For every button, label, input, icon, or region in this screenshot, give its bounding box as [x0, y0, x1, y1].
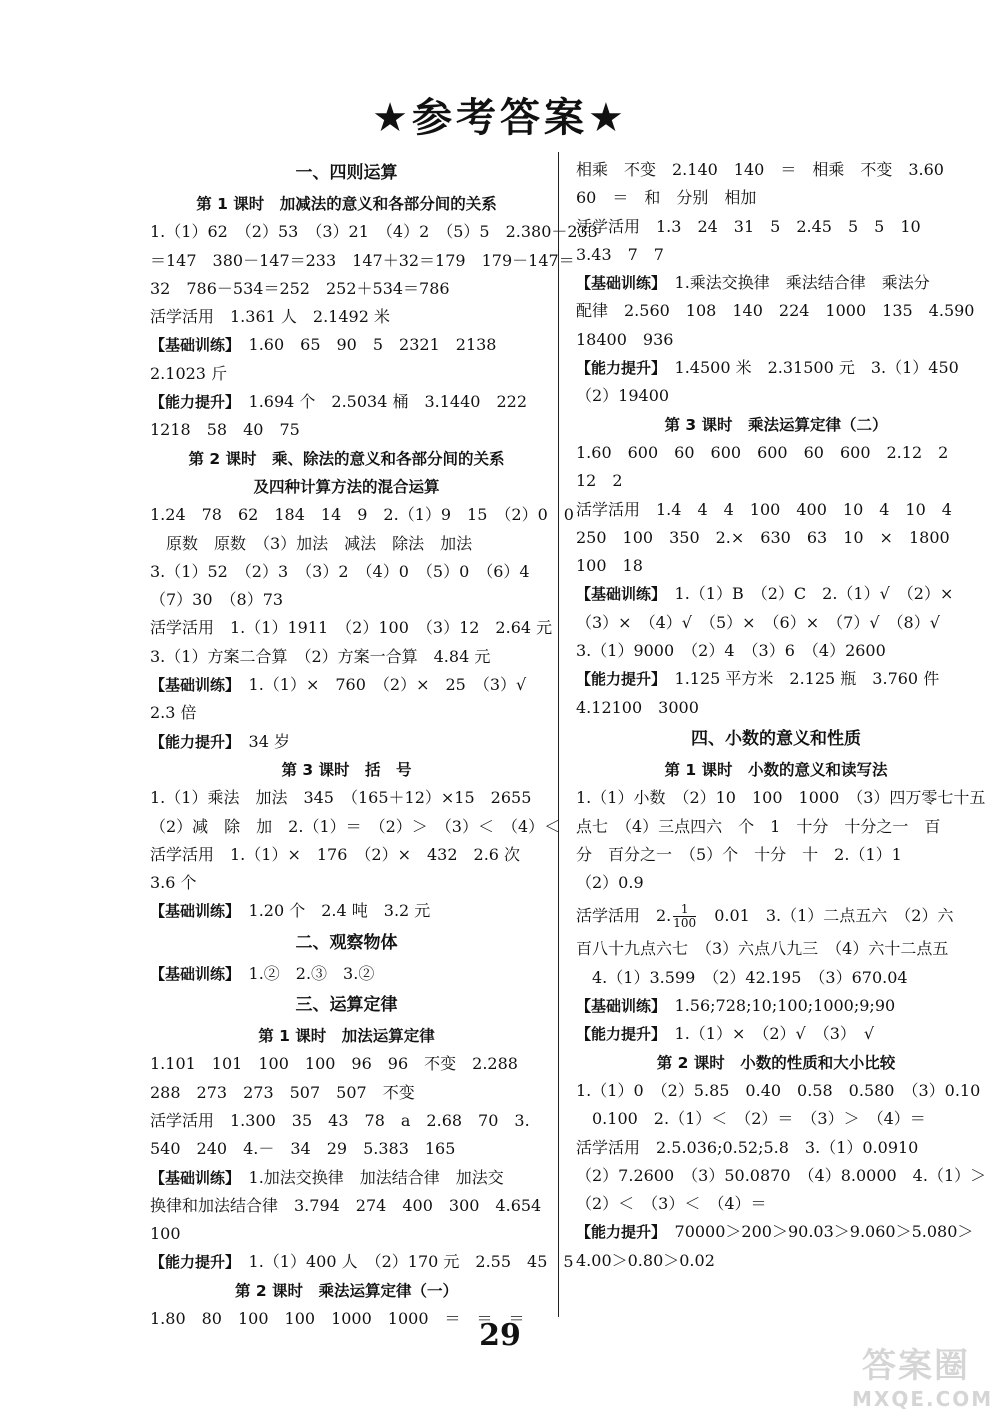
tag-ability-improve: 【能力提升】 — [150, 1253, 233, 1272]
answer-line — [576, 665, 976, 693]
answer-line: 百八十九点六七 （3）六点八九三 （4）六十二点五 — [576, 939, 949, 959]
answer-text: 70000＞200＞90.03＞9.060＞5.080＞ — [658, 1222, 974, 1242]
tag-ability-improve: 【能力提升】 — [150, 393, 233, 412]
answer-line — [150, 1248, 574, 1276]
answer-line — [576, 897, 976, 935]
answer-line: 1.24 78 62 184 14 9 2.（1）9 15 （2）0 0 — [150, 505, 574, 525]
answer-line — [150, 728, 543, 756]
answer-line — [576, 269, 976, 297]
answer-line: （2）减 除 加 2.（1）＝ （2）＞ （3）＜ （4）＜ — [150, 816, 561, 836]
answer-line: 100 — [150, 1224, 181, 1244]
watermark-logo — [852, 1338, 994, 1416]
answer-text: 0.01 3.（1）二点五六 （2）六 — [698, 906, 954, 926]
answer-text: 活学活用 2. — [576, 906, 672, 926]
answer-line: （7）30 （8）73 — [150, 590, 284, 610]
section-heading: 一、四则运算 — [295, 163, 398, 183]
tag-ability-improve: 【能力提升】 — [576, 1025, 659, 1044]
answer-line: 1.（1）乘法 加法 345 （165＋12）×15 2655 — [150, 788, 532, 808]
answer-text: 1.（1）B （2）C 2.（1）√ （2）× — [658, 584, 954, 604]
tag-basic-training: 【基础训练】 — [150, 964, 233, 983]
answer-line: 18400 936 — [576, 329, 674, 349]
answer-line: （2）＜ （3）＜ （4）＝ — [576, 1194, 767, 1214]
tag-basic-training: 【基础训练】 — [150, 336, 233, 355]
tag-basic-training: 【基础训练】 — [150, 1168, 233, 1187]
answer-line — [576, 1020, 976, 1048]
answer-text: 1.4500 米 2.31500 元 3.（1）450 — [658, 358, 959, 378]
answer-line: 配律 2.560 108 140 224 1000 135 4.590 — [576, 301, 975, 321]
column-divider — [558, 152, 559, 1317]
answer-text: 1.② 2.③ 3.② — [232, 963, 375, 983]
answer-line — [150, 671, 543, 699]
answer-line: 活学活用 2.5.036;0.52;5.8 3.（1）0.0910 — [576, 1137, 919, 1157]
fraction-denominator: 100 — [673, 916, 697, 931]
answer-line: 1.101 101 100 100 96 96 不变 2.288 — [150, 1054, 518, 1074]
answer-line: 3.（1）方案二合算 （2）方案一合算 4.84 元 — [150, 646, 491, 666]
fraction — [673, 903, 696, 930]
lesson-heading: 第 1 课时 加减法的意义和各部分间的关系 — [196, 195, 497, 213]
answer-line: （2）0.9 — [576, 873, 644, 893]
lesson-heading: 第 1 课时 小数的意义和读写法 — [664, 760, 888, 779]
answer-line — [150, 897, 543, 925]
lesson-heading: 第 2 课时 小数的性质和大小比较 — [656, 1053, 896, 1072]
answer-line: 12 2 — [576, 471, 623, 491]
section-heading: 二、观察物体 — [295, 932, 398, 953]
answer-line: 0.100 2.（1）＜ （2）＝ （3）＞ （4）＝ — [576, 1109, 926, 1129]
page-title: ★参考答案★ — [372, 95, 628, 141]
lesson-heading: 第 3 课时 乘法运算定律（二） — [664, 415, 888, 434]
answer-line: 活学活用 1.（1）1911 （2）100 （3）12 2.64 元 — [150, 618, 553, 638]
answer-text: 1.56;728;10;100;1000;9;90 — [658, 996, 896, 1016]
lesson-heading: 第 3 课时 括 号 — [281, 760, 412, 779]
answer-line: ＝147 380－147＝233 147＋32＝179 179－147＝ — [150, 250, 575, 270]
answer-line: 换律和加法结合律 3.794 274 400 300 4.654 — [150, 1195, 542, 1215]
answer-line — [150, 960, 543, 988]
lesson-heading: 第 2 课时 乘、除法的意义和各部分间的关系 — [188, 449, 505, 468]
answer-line — [576, 992, 976, 1020]
tag-basic-training: 【基础训练】 — [150, 676, 233, 695]
fraction-numerator: 1 — [680, 902, 689, 917]
answer-text: 1.（1）400 人 （2）170 元 2.55 45 5 — [232, 1252, 574, 1272]
answer-line — [576, 580, 976, 608]
tag-basic-training: 【基础训练】 — [576, 585, 659, 604]
answer-text: 1.（1）× （2）√ （3） √ — [658, 1024, 875, 1044]
answer-line: 活学活用 1.4 4 4 100 400 10 4 10 4 — [576, 499, 952, 519]
answer-line — [576, 1218, 976, 1246]
page-number: 29 — [479, 1318, 521, 1353]
answer-line: 1.（1）62 （2）53 （3）21 （4）2 （5）5 2.380－233 — [150, 222, 598, 242]
answer-line: 3.43 7 7 — [576, 244, 664, 264]
answer-line: 1.60 600 60 600 600 60 600 2.12 2 — [576, 442, 949, 462]
answer-line: 4.（1）3.599 （2）42.195 （3）670.04 — [576, 967, 908, 987]
answer-line: 活学活用 1.361 人 2.1492 米 — [150, 307, 390, 327]
answer-line: 活学活用 1.3 24 31 5 2.45 5 5 10 — [576, 216, 921, 236]
section-heading: 四、小数的意义和性质 — [691, 728, 861, 749]
answer-line: 3.（1）9000 （2）4 （3）6 （4）2600 — [576, 641, 886, 661]
watermark-url: MXQE.COM — [852, 1387, 994, 1411]
answer-line: 点七 （4）三点四六 个 1 十分 十分之一 百 — [576, 816, 941, 836]
answer-line: 活学活用 1.300 35 43 78 a 2.68 70 3. — [150, 1110, 530, 1130]
left-column — [150, 156, 598, 1333]
answer-line: 4.12100 3000 — [576, 697, 699, 717]
answer-line: 相乘 不变 2.140 140 ＝ 相乘 不变 3.60 — [576, 160, 944, 179]
answer-line: 2.3 倍 — [150, 703, 197, 723]
answer-line: 288 273 273 507 507 不变 — [150, 1082, 415, 1102]
tag-ability-improve: 【能力提升】 — [150, 732, 233, 751]
answer-line: 分 百分之一 （5）个 十分 十 2.（1）1 — [576, 844, 902, 864]
answer-line: （3）× （4）√ （5）× （6）× （7）√ （8）√ — [576, 612, 940, 632]
lesson-heading: 及四种计算方法的混合运算 — [253, 477, 440, 496]
answer-line — [150, 388, 543, 416]
answer-line — [576, 354, 976, 382]
answer-line: 3.6 个 — [150, 873, 197, 893]
lesson-heading: 第 2 课时 乘法运算定律（一） — [234, 1281, 459, 1300]
tag-basic-training: 【基础训练】 — [576, 997, 659, 1016]
section-heading: 三、运算定律 — [295, 995, 398, 1016]
tag-basic-training: 【基础训练】 — [576, 274, 659, 293]
answer-line: 1218 58 40 75 — [150, 420, 300, 440]
answer-line: （2）19400 — [576, 386, 670, 406]
watermark-logo-text: 答案圈 — [862, 1346, 970, 1386]
answer-line: 1.80 80 100 100 1000 1000 ＝ ＝ ＝ — [150, 1308, 525, 1328]
answer-text: 1.694 个 2.5034 桶 3.1440 222 — [232, 392, 528, 412]
answer-text: 1.20 个 2.4 吨 3.2 元 — [232, 901, 431, 921]
answer-line: 4.00＞0.80＞0.02 — [576, 1250, 715, 1270]
answer-line: 250 100 350 2.× 630 63 10 × 1800 — [576, 527, 950, 547]
answer-line: 540 240 4.－ 34 29 5.383 165 — [150, 1139, 456, 1159]
answer-line: 原数 原数 （3）加法 减法 除法 加法 — [150, 533, 473, 553]
tag-basic-training: 【基础训练】 — [150, 902, 233, 921]
answer-line: 3.（1）52 （2）3 （3）2 （4）0 （5）0 （6）4 — [150, 561, 530, 581]
answer-text: 1.加法交换律 加法结合律 加法交 — [232, 1167, 504, 1187]
answer-text: 1.125 平方米 2.125 瓶 3.760 件 — [658, 669, 940, 689]
tag-ability-improve: 【能力提升】 — [576, 359, 659, 378]
tag-ability-improve: 【能力提升】 — [576, 1223, 659, 1242]
answer-line: 1.（1）0 （2）5.85 0.40 0.58 0.580 （3）0.10 — [576, 1080, 981, 1100]
tag-ability-improve: 【能力提升】 — [576, 670, 659, 689]
answer-line: 2.1023 斤 — [150, 363, 228, 383]
answer-line — [150, 331, 543, 359]
answer-line — [150, 1164, 543, 1192]
answer-line: 100 18 — [576, 556, 643, 576]
answer-text: 1.乘法交换律 乘法结合律 乘法分 — [658, 273, 930, 293]
answer-text: 1.（1）× 760 （2）× 25 （3）√ — [232, 675, 527, 695]
lesson-heading: 第 1 课时 加法运算定律 — [258, 1027, 435, 1046]
answer-text: 34 岁 — [232, 731, 290, 751]
answer-line: 活学活用 1.（1）× 176 （2）× 432 2.6 次 — [150, 844, 521, 864]
answer-line: 60 ＝ 和 分别 相加 — [576, 188, 757, 208]
answer-line: （2）7.2600 （3）50.0870 （4）8.0000 4.（1）＞ — [576, 1165, 987, 1185]
answer-text: 1.60 65 90 5 2321 2138 — [232, 335, 497, 355]
answer-line: 1.（1）小数 （2）10 100 1000 （3）四万零七十五 — [576, 788, 986, 808]
right-column — [576, 156, 987, 1275]
answer-line: 32 786－534＝252 252＋534＝786 — [150, 278, 450, 298]
